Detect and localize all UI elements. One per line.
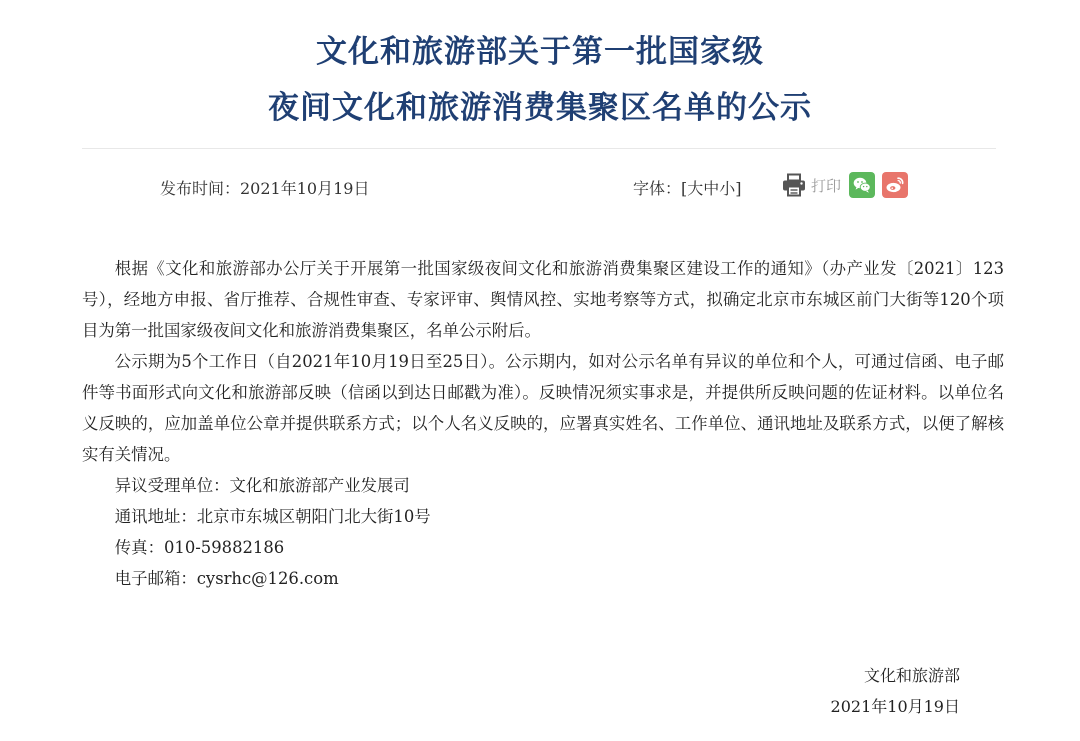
publish-time: 发布时间：2021年10月19日 — [160, 179, 370, 198]
print-link[interactable]: 打印 — [811, 176, 842, 195]
announcement-body — [82, 253, 1004, 594]
weibo-icon — [885, 175, 905, 195]
article-tools — [781, 171, 915, 199]
weibo-share-button[interactable] — [882, 172, 908, 198]
signature-organization: 文化和旅游部 — [863, 666, 960, 685]
email-address: 电子邮箱：cysrhc@126.com — [114, 569, 339, 588]
title-divider — [82, 148, 996, 149]
font-size-selector[interactable]: 字体：[大中小] — [633, 179, 742, 198]
body-paragraph-period: 公示期为5个工作日（自2021年10月19日至25日）。公示期内，如对公示名单有异议的单位和个人，可通过信函、电子邮件等书面形式向文化和旅游部反映（信函以到达日邮戳为准）。反映情况须实事求是，并提供所反映问题的佐证材料。以单位名义反映的，应加盖单位公章并提供联系方式；以个人名义反映的，应署真实姓名、工作单位、通讯地址及联系方式，以便了解核实有关情况。 — [82, 352, 1004, 464]
page-title-line-2: 夜间文化和旅游消费集聚区名单的公示 — [268, 90, 812, 126]
printer-icon[interactable] — [781, 172, 807, 198]
body-paragraph-basis: 根据《文化和旅游部办公厅关于开展第一批国家级夜间文化和旅游消费集聚区建设工作的通知》（办产业发〔2021〕123号），经地方申报、省厅推荐、合规性审查、专家评审、舆情风控、实地考察等方式，拟确定北京市东城区前门大街等120个项目为第一批国家级夜间文化和旅游消费集聚区，名单公示附后。 — [82, 259, 1004, 340]
mailing-address: 通讯地址：北京市东城区朝阳门北大街10号 — [114, 507, 431, 526]
objection-unit: 异议受理单位：文化和旅游部产业发展司 — [114, 476, 410, 495]
signature-date: 2021年10月19日 — [830, 697, 960, 716]
wechat-share-button[interactable] — [849, 172, 875, 198]
page-title-line-1: 文化和旅游部关于第一批国家级 — [316, 34, 764, 70]
wechat-icon — [852, 175, 872, 195]
fax-number: 传真：010-59882186 — [114, 538, 285, 557]
